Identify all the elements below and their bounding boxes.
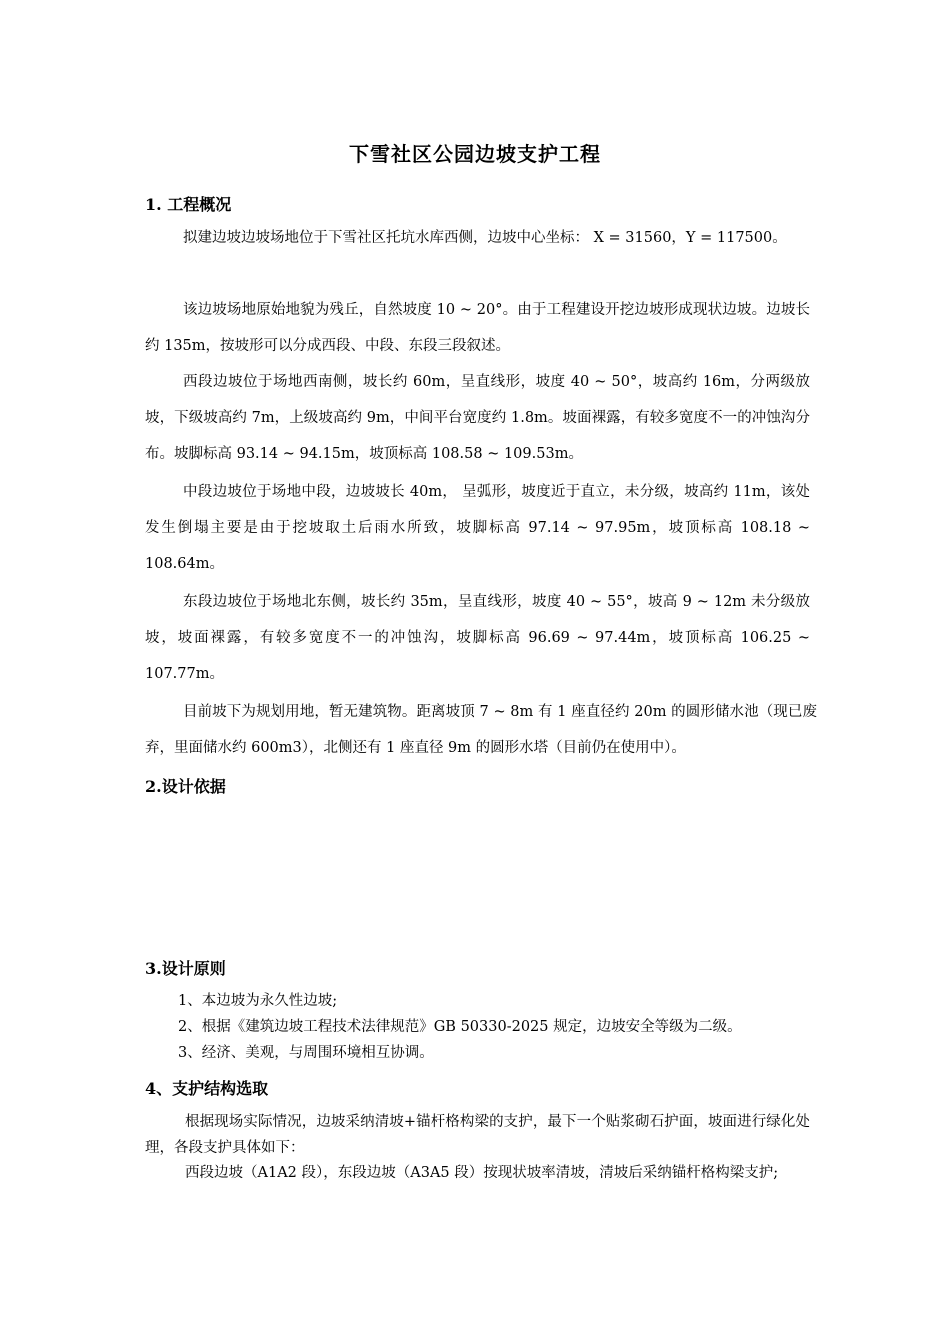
document-title: 下雪社区公园边坡支护工程 [349, 142, 601, 166]
principle-item-1: 1、本边坡为永久性边坡; [178, 993, 338, 1009]
section-heading-design-principles: 3.设计原则 [145, 959, 226, 978]
paragraph-landform: 该边坡场地原始地貌为残丘，自然坡度 10 ~ 20°。由于工程建设开挖边坡形成现状边坡。边坡长约 135m，按坡形可以分成西段、中段、东段三段叙述。 [145, 302, 810, 354]
paragraph-surroundings: 目前坡下为规划用地，暂无建筑物。距离坡顶 7 ~ 8m 有 1 座直径约 20m 的圆形储水池（现已废弃，里面储水约 600m3），北侧还有 1 座直径 9m 的圆形水塔（目前仍在使用中）。 [145, 704, 817, 756]
paragraph-east-segment: 东段边坡位于场地北东侧，坡长约 35m，呈直线形，坡度 40 ~ 55°，坡高 9 ~ 12m 未分级放坡，坡面裸露，有较多宽度不一的冲蚀沟，坡脚标高 96.69 ~ 97.44m，坡顶标高 106.25 ~ 107.77m。 [145, 594, 810, 682]
section-heading-design-basis: 2.设计依据 [145, 777, 226, 796]
paragraph-middle-segment: 中段边坡位于场地中段，边坡坡长 40m， 呈弧形，坡度近于直立，未分级，坡高约 11m，该处发生倒塌主要是由于挖坡取土后雨水所致，坡脚标高 97.14 ~ 97.95m，坡顶标高 108.18 ~ 108.64m。 [145, 484, 810, 572]
principle-item-2: 2、根据《建筑边坡工程技术法律规范》GB 50330-2025 规定，边坡安全等级为二级。 [178, 1019, 742, 1035]
section-heading-support-structure: 4、支护结构选取 [145, 1079, 269, 1098]
section-heading-overview: 1. 工程概况 [145, 195, 232, 214]
paragraph-support-overview: 根据现场实际情况，边坡采纳清坡+锚杆格构梁的支护，最下一个贴浆砌石护面，坡面进行绿化处理，各段支护具体如下： [145, 1114, 810, 1156]
paragraph-location: 拟建边坡边坡场地位于下雪社区托坑水库西侧，边坡中心坐标： X = 31560，Y = 117500。 [183, 230, 787, 246]
paragraph-west-segment: 西段边坡位于场地西南侧，坡长约 60m，呈直线形，坡度 40 ~ 50°，坡高约 16m，分两级放坡，下级坡高约 7m，上级坡高约 9m，中间平台宽度约 1.8m。坡面裸露，有较多宽度不一的冲蚀沟分布。坡脚标高 93.14 ~ 94.15m，坡顶标高 108.58 ~ 109.53m。 [145, 374, 810, 462]
paragraph-support-west-east: 西段边坡（A1A2 段），东段边坡（A3A5 段）按现状坡率清坡，清坡后采纳锚杆格构梁支护; [185, 1165, 779, 1181]
principle-item-3: 3、经济、美观，与周围环境相互协调。 [178, 1045, 434, 1061]
